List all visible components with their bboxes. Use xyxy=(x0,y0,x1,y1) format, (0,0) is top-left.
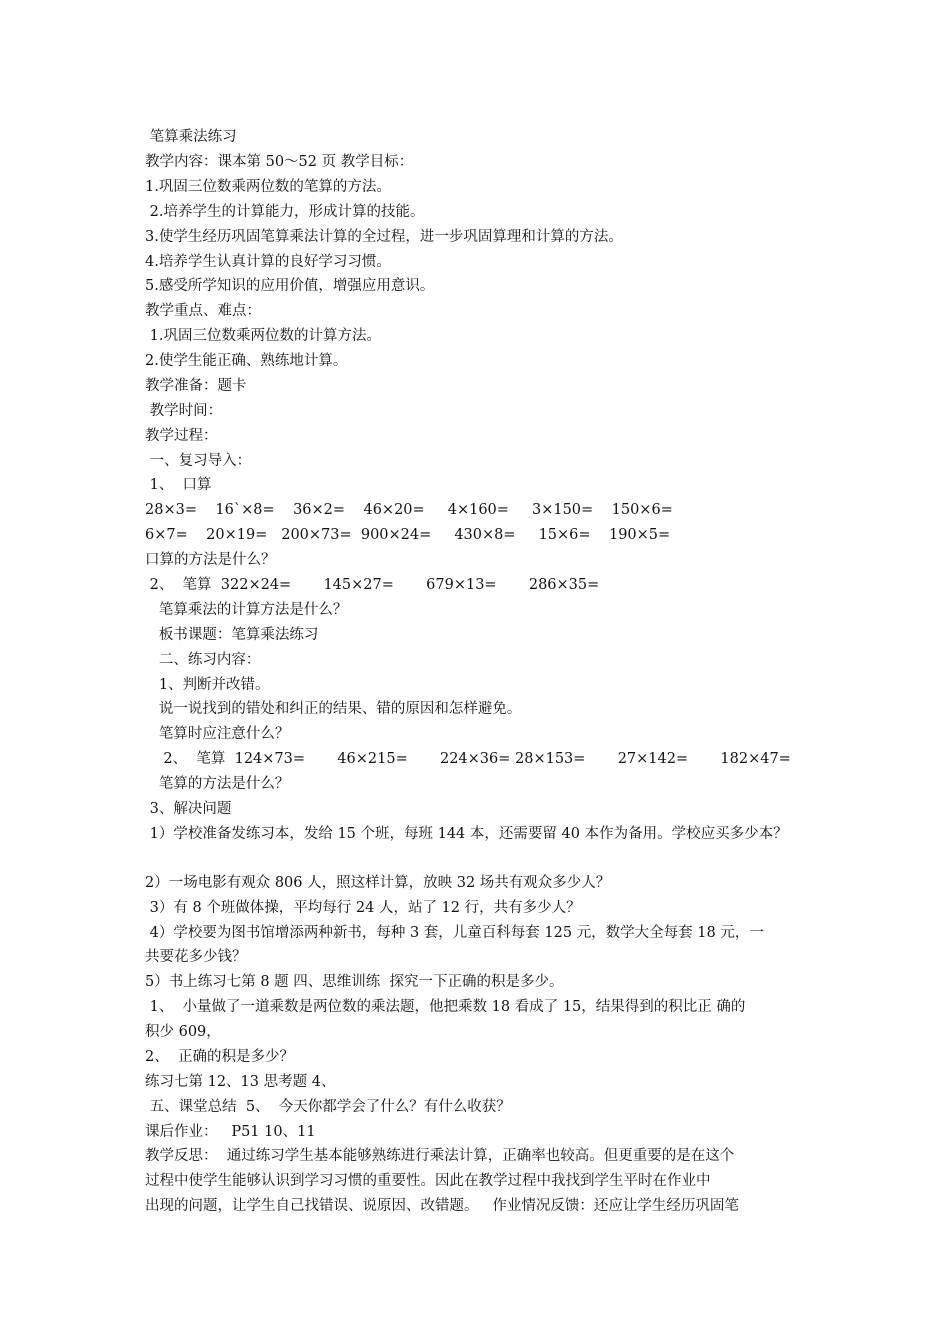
text-line: 1、 小量做了一道乘数是两位数的乘法题，他把乘数 18 看成了 15，结果得到的积比正 确的 xyxy=(145,999,746,1015)
text-line: 3.使学生经历巩固笔算乘法计算的全过程，进一步巩固算理和计算的方法。 xyxy=(145,229,623,245)
text-line: 2.培养学生的计算能力，形成计算的技能。 xyxy=(145,204,425,220)
text-line: 1、 口算 xyxy=(145,477,212,493)
text-line: 教学反思： 通过练习学生基本能够熟练进行乘法计算，正确率也较高。但更重要的是在这个 xyxy=(145,1148,735,1164)
text-line: 2.使学生能正确、熟练地计算。 xyxy=(145,353,348,369)
math-line: 6×7= 20×19= 200×73= 900×24= 430×8= 15×6= 190×5= xyxy=(145,527,671,543)
text-line: 笔算时应注意什么？ xyxy=(145,726,290,742)
text-line: 5）书上练习七第 8 题 四、思维训练 探究一下正确的积是多少。 xyxy=(145,974,564,990)
text-line: 过程中使学生能够认识到学习习惯的重要性。因此在教学过程中我找到学生平时在作业中 xyxy=(145,1173,711,1189)
section-heading: 教学过程： xyxy=(145,428,218,444)
math-line: 28×3= 16`×8= 36×2= 46×20= 4×160= 3×150= 150×6= xyxy=(145,502,673,518)
section-heading: 五、课堂总结 5、 今天你都学会了什么？有什么收获？ xyxy=(145,1099,511,1115)
text-line: 板书课题：笔算乘法练习 xyxy=(145,627,319,643)
section-heading: 二、练习内容： xyxy=(145,652,261,668)
text-line: 积少 609， xyxy=(145,1024,221,1040)
text-line: 2）一场电影有观众 806 人，照这样计算，放映 32 场共有观众多少人？ xyxy=(145,875,611,891)
text-line: 教学内容：课本第 50～52 页 教学目标： xyxy=(145,154,414,170)
section-heading: 教学时间： xyxy=(145,403,223,419)
text-line: 1.巩固三位数乘两位数的计算方法。 xyxy=(145,328,381,344)
text-line: 1.巩固三位数乘两位数的笔算的方法。 xyxy=(145,179,391,195)
text-line: 3）有 8 个班做体操，平均每行 24 人，站了 12 行，共有多少人？ xyxy=(145,900,581,916)
math-line: 2、 笔算 124×73= 46×215= 224×36= 28×153= 27×142= 182×47= xyxy=(145,751,791,767)
section-heading: 3、解决问题 xyxy=(145,801,232,817)
text-line: 练习七第 12、13 思考题 4、 xyxy=(145,1074,336,1090)
text-line: 4.培养学生认真计算的良好学习习惯。 xyxy=(145,254,391,270)
text-line: 课后作业： P51 10、11 xyxy=(145,1124,316,1140)
text-line: 出现的问题，让学生自己找错误、说原因、改错题。 作业情况反馈：还应让学生经历巩固笔 xyxy=(145,1198,739,1214)
text-line: 2、 正确的积是多少？ xyxy=(145,1049,294,1065)
section-heading: 一、复习导入： xyxy=(145,453,252,469)
text-line: 5.感受所学知识的应用价值，增强应用意识。 xyxy=(145,278,435,294)
text-line: 1、判断并改错。 xyxy=(145,677,270,693)
math-line: 2、 笔算 322×24= 145×27= 679×13= 286×35= xyxy=(145,577,600,593)
lesson-title: 笔算乘法练习 xyxy=(145,129,237,145)
text-line: 共要花多少钱？ xyxy=(145,949,247,965)
text-line: 说一说找到的错处和纠正的结果、错的原因和怎样避免。 xyxy=(145,701,522,717)
section-heading: 教学重点、难点： xyxy=(145,303,261,319)
text-line: 4）学校要为图书馆增添两种新书，每种 3 套，儿童百科每套 125 元，数学大全每套 18 元，一 xyxy=(145,925,764,941)
text-line: 1）学校准备发练习本，发给 15 个班，每班 144 本，还需要留 40 本作为备用。学校应买多少本？ xyxy=(145,826,788,842)
text-line: 笔算的方法是什么？ xyxy=(145,776,290,792)
section-heading: 教学准备：题卡 xyxy=(145,378,247,394)
text-line: 口算的方法是什么？ xyxy=(145,552,276,568)
text-line: 笔算乘法的计算方法是什么？ xyxy=(145,602,348,618)
